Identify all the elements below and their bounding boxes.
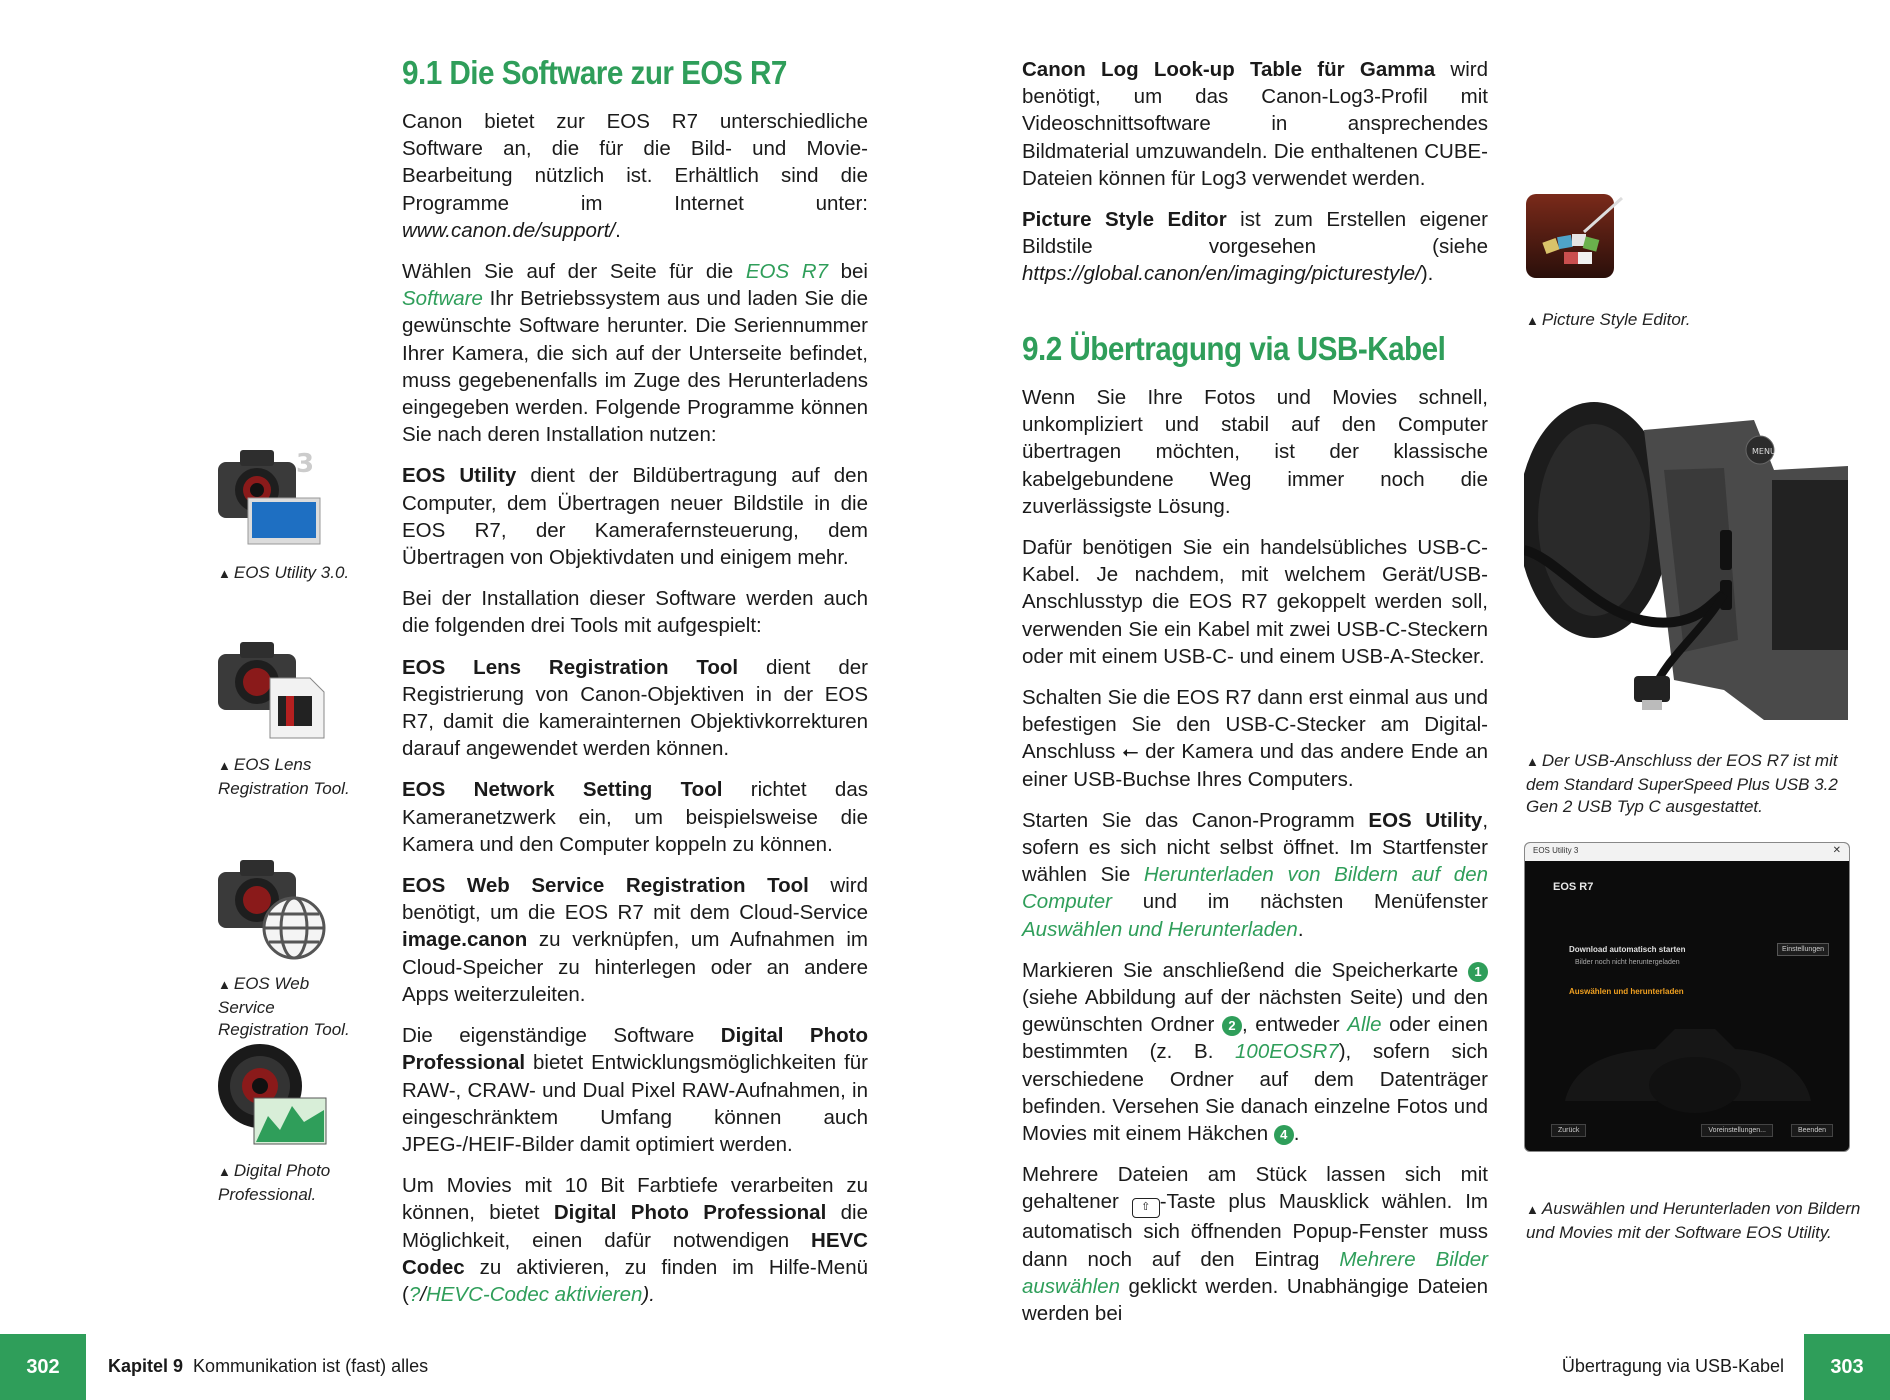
settings-button[interactable]: Einstellungen [1777, 943, 1829, 956]
link-eos-r7: EOS R7 [745, 260, 828, 284]
paragraph: Um Movies mit 10 Bit Farbtiefe verarbeiten zu können, bietet Digital Photo Professional die Möglichkeit, einen dafür notwendigen HEVC Codec zu aktivieren, zu finden im Hilfe-Menü (?/HEVC-Codec aktivieren). [402, 1174, 868, 1306]
paragraph: Canon Log Look-up Table für Gamma wird benötigt, um das Canon-Log3-Profil mit Videoschnittsoftware in ansprechendes Bildmaterial umzuwandeln. Die enthaltenen CUBE-Dateien können für Log3 verwendet werden. [1022, 58, 1488, 190]
shift-key-icon: ⇧ [1132, 1198, 1160, 1218]
paragraph: Bei der Installation dieser Software werden auch die folgenden drei Tools mit aufgespielt: [402, 587, 868, 638]
picture-style-editor-icon [1524, 192, 1628, 292]
link-canon-support[interactable]: www.canon.de/support/ [402, 218, 616, 242]
usb-symbol-icon: ⭠ [1122, 740, 1139, 764]
auto-download-option[interactable]: Download automatisch starten [1569, 945, 1686, 954]
chapter-label: Kapitel 9 [108, 1356, 184, 1376]
paragraph: Dafür benötigen Sie ein handelsübliches USB-C-Kabel. Je nachdem, mit welchem Gerät/USB-Anschlusstyp die EOS R7 gekoppelt werden soll, verwenden Sie ein Kabel mit zwei USB-C-Steckern oder mit einem USB-C- und einem USB-A-Stecker. [1022, 536, 1488, 668]
quit-button[interactable]: Beenden [1791, 1124, 1833, 1137]
paragraph: Canon bietet zur EOS R7 unterschiedliche Software an, die für die Bild- und Movie-Bearbeitung nützlich ist. Erhältlich sind die Programme im Internet unter: www.canon.de/support/. [402, 110, 868, 242]
caption-web-service: ▲ EOS Web Service Registration Tool. [218, 974, 350, 1039]
lens-registration-icon [214, 630, 328, 742]
left-column [402, 108, 868, 1322]
chapter-title: Kommunikation ist (fast) alles [193, 1356, 429, 1376]
camera-silhouette [1555, 1011, 1819, 1121]
paragraph: Starten Sie das Canon-Programm EOS Utility, sofern es sich nicht selbst öffnet. Im Startfenster wählen Sie Herunterladen von Bildern auf den Computer und im nächsten Menüfenster Auswählen und Herunterladen. [1022, 808, 1489, 941]
back-button[interactable]: Zurück [1551, 1124, 1586, 1137]
paragraph: EOS Web Service Registration Tool wird benötigt, um die EOS R7 mit dem Cloud-Service image.canon zu verknüpfen, um Aufnahmen im Cloud-Speicher zu hinterlegen oder an andere Apps weiterzuleiten. [402, 874, 868, 1006]
paragraph: EOS Network Setting Tool richtet das Kameranetzwerk ein, um beispielsweise die Kamera und den Computer koppeln zu können. [402, 778, 868, 856]
caption-pse: ▲ Picture Style Editor. [1526, 310, 1691, 329]
right-column [1022, 384, 1488, 1341]
caption-usb: ▲ Der USB-Anschluss der EOS R7 ist mit dem Standard SuperSpeed Plus USB 3.2 Gen 2 USB Typ C ausgestattet. [1526, 751, 1838, 816]
caption-lens-registration: ▲ EOS Lens Registration Tool. [218, 755, 350, 798]
close-icon[interactable]: ✕ [1832, 845, 1841, 856]
window-titlebar [1525, 843, 1849, 861]
paragraph: Schalten Sie die EOS R7 dann erst einmal aus und befestigen Sie den USB-C-Stecker am Digital-Anschluss ⭠ der Kamera und das andere Ende an einer USB-Buchse Ihres Computers. [1022, 686, 1488, 791]
paragraph: Markieren Sie anschließend die Speicherkarte 1 (siehe Abbildung auf der nächsten Seite) und den gewünschten Ordner 2 , entweder Alle oder einen bestimmten (z. B. 100EOSR7), sofern sich verschiedene Ordner auf dem Datenträger befinden. Versehen Sie danach einzelne Fotos und Movies mit einem Häkchen 4 . [1022, 958, 1488, 1146]
paragraph: EOS Utility dient der Bildübertragung auf den Computer, dem Übertragen neuer Bildstile in die EOS R7, der Kamerafernsteuerung, dem Übertragen von Objektivdaten und einigem mehr. [402, 464, 868, 570]
running-footer-right: Übertragung via USB-Kabel [1561, 1356, 1784, 1376]
link-software: Software [402, 287, 483, 311]
section-heading-9-2: 9.2 Übertragung via USB-Kabel [1022, 330, 1446, 367]
web-service-icon [214, 848, 328, 960]
page-number-left: 302 [0, 1334, 86, 1400]
page-number-right: 303 [1804, 1334, 1890, 1400]
caption-eos-utility: ▲ EOS Utility 3.0. [218, 563, 350, 582]
caption-dpp: ▲ Digital Photo Professional. [218, 1161, 331, 1204]
window-title: EOS Utility 3 [1533, 846, 1579, 855]
right-column-top [1022, 56, 1488, 302]
preferences-button[interactable]: Voreinstellungen... [1701, 1124, 1773, 1137]
paragraph: Die eigenständige Software Digital Photo Professional bietet Entwicklungsmöglichkeiten für RAW-, CRAW- und Dual Pixel RAW-Aufnahmen, in eingeschränktem Umfang können auch JPEG-/HEIF-Bilder damit optimiert werden. [402, 1024, 868, 1156]
paragraph: Picture Style Editor ist zum Erstellen eigener Bildstile vorgesehen (siehe https://global.canon/en/imaging/picturestyle/). [1022, 208, 1488, 286]
eos-utility-icon [214, 438, 328, 550]
auto-download-sub: Bilder noch nicht heruntergeladen [1575, 959, 1680, 966]
marker-2: 2 [1222, 1016, 1242, 1036]
section-heading-9-1: 9.1 Die Software zur EOS R7 [402, 54, 787, 91]
paragraph: Mehrere Dateien am Stück lassen sich mit gehaltener ⇧ -Taste plus Mausklick wählen. Im automatisch sich öffnenden Popup-Fenster muss dann noch auf den Eintrag Mehrere Bilder auswählen geklickt werden. Unabhängige Dateien werden bei [1022, 1163, 1488, 1326]
paragraph: EOS Lens Registration Tool dient der Registrierung von Canon-Objektiven in der EOS R7, damit die kamerainternen Objektivkorrekturen darauf angewendet werden können. [402, 655, 868, 761]
digital-photo-professional-icon [214, 1036, 328, 1148]
paragraph: Wählen Sie auf der Seite für die EOS R7 bei Software Ihr Betriebssystem aus und laden Sie die gewünschte Software herunter. Die Seriennummer Ihrer Kamera, die sich auf der Unterseite befindet, muss gegebenenfalls im Zuge des Herunterladens eingegeben werden. Folgende Programme können Sie nach deren Installation nutzen: [402, 260, 868, 447]
select-download-option[interactable]: Auswählen und herunterladen [1569, 987, 1684, 996]
camera-model: EOS R7 [1553, 881, 1594, 893]
eos-utility-window [1524, 842, 1850, 1152]
paragraph: Wenn Sie Ihre Fotos und Movies schnell, unkompliziert und stabil auf den Computer übertragen möchten, ist der klassische kabelgebundene Weg immer noch die zuverlässigste Lösung. [1022, 386, 1488, 518]
link-picturestyle[interactable]: https://global.canon/en/imaging/picturestyle/ [1022, 262, 1421, 286]
running-footer-left [108, 1356, 428, 1377]
caption-screenshot: ▲ Auswählen und Herunterladen von Bildern und Movies mit der Software EOS Utility. [1526, 1199, 1861, 1242]
marker-4: 4 [1274, 1125, 1294, 1145]
svg-text:MENU: MENU [1752, 447, 1776, 456]
marker-1: 1 [1468, 962, 1488, 982]
camera-usb-photo [1524, 390, 1848, 720]
svg-text:3: 3 [296, 449, 315, 479]
